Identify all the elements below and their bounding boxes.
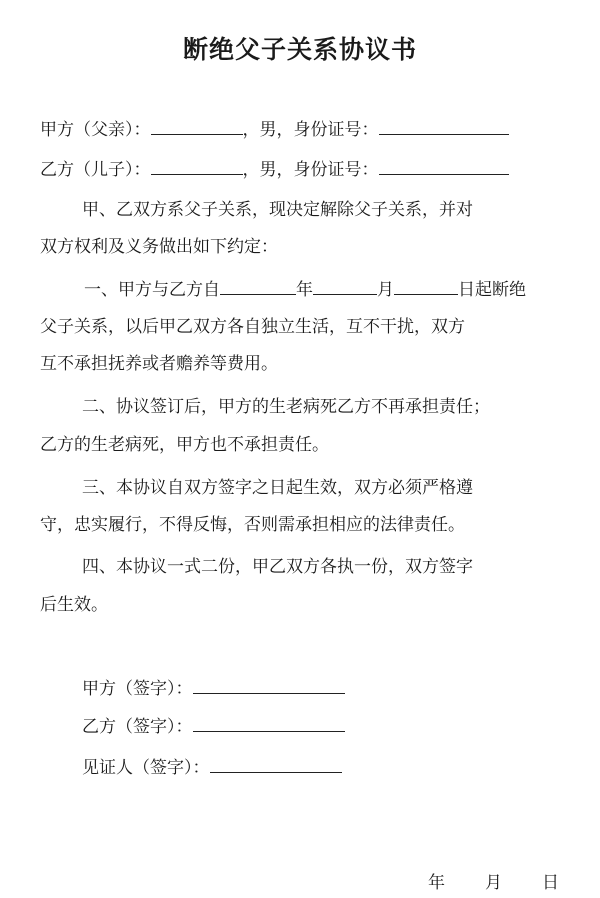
clause-3-line-1: 三、本协议自双方签字之日起生效，双方必须严格遵 <box>82 478 473 498</box>
party-b-row <box>40 158 570 181</box>
clause-1-month-label: 月 <box>377 280 394 300</box>
clause-1-day-field[interactable] <box>394 278 458 295</box>
document-title: 断绝父子关系协议书 <box>182 35 417 64</box>
signature-witness-row <box>82 756 570 779</box>
clause-4-line-2: 后生效。 <box>40 595 108 615</box>
party-b-label: 乙方（儿子）： <box>40 160 151 180</box>
party-b-id-field[interactable] <box>379 158 509 175</box>
party-a-id-field[interactable] <box>379 118 509 135</box>
clause-2-line-2: 乙方的生老病死，甲方也不承担责任。 <box>40 435 329 455</box>
signature-party-a-row <box>82 677 570 700</box>
clause-1-line-2: 父子关系，以后甲乙双方各自独立生活，互不干扰，双方 <box>40 317 465 337</box>
clause-1-month-field[interactable] <box>313 278 377 295</box>
clause-1-line-1 <box>84 278 570 301</box>
party-b-name-field[interactable] <box>151 158 243 175</box>
party-b-sep: ，男，身份证号： <box>242 160 379 180</box>
clause-1-year-label: 年 <box>296 280 313 300</box>
signature-witness-label: 见证人（签字）： <box>82 758 210 778</box>
clause-2-line-1: 二、协议签订后，甲方的生老病死乙方不再承担责任； <box>82 397 490 417</box>
clause-4-line-1: 四、本协议一式二份，甲乙双方各执一份，双方签字 <box>82 557 473 577</box>
date-month-label: 月 <box>485 873 502 893</box>
party-a-name-field[interactable] <box>151 118 243 135</box>
party-a-label: 甲方（父亲）： <box>40 120 151 140</box>
clause-1-line-3: 互不承担抚养或者赡养等费用。 <box>40 354 278 374</box>
clause-3-line-2: 守，忠实履行，不得反悔，否则需承担相应的法律责任。 <box>40 515 465 535</box>
date-year-label: 年 <box>428 873 445 893</box>
party-a-sep: ，男，身份证号： <box>242 120 379 140</box>
party-a-row <box>40 118 570 141</box>
signature-party-a-label: 甲方（签字）： <box>82 679 193 699</box>
clause-1-lead: 一、甲方与乙方自 <box>84 280 220 300</box>
intro-line-1: 甲、乙双方系父子关系，现决定解除父子关系，并对 <box>82 200 473 220</box>
signature-party-a-field[interactable] <box>193 677 345 694</box>
date-row <box>428 872 559 894</box>
date-day-label: 日 <box>542 873 559 893</box>
intro-line-2: 双方权利及义务做出如下约定： <box>40 237 278 257</box>
clause-1-tail: 日起断绝 <box>458 280 526 300</box>
clause-1-year-field[interactable] <box>220 278 296 295</box>
signature-party-b-row <box>82 715 570 738</box>
signature-witness-field[interactable] <box>210 756 342 773</box>
signature-party-b-label: 乙方（签字）： <box>82 717 193 737</box>
signature-party-b-field[interactable] <box>193 715 345 732</box>
